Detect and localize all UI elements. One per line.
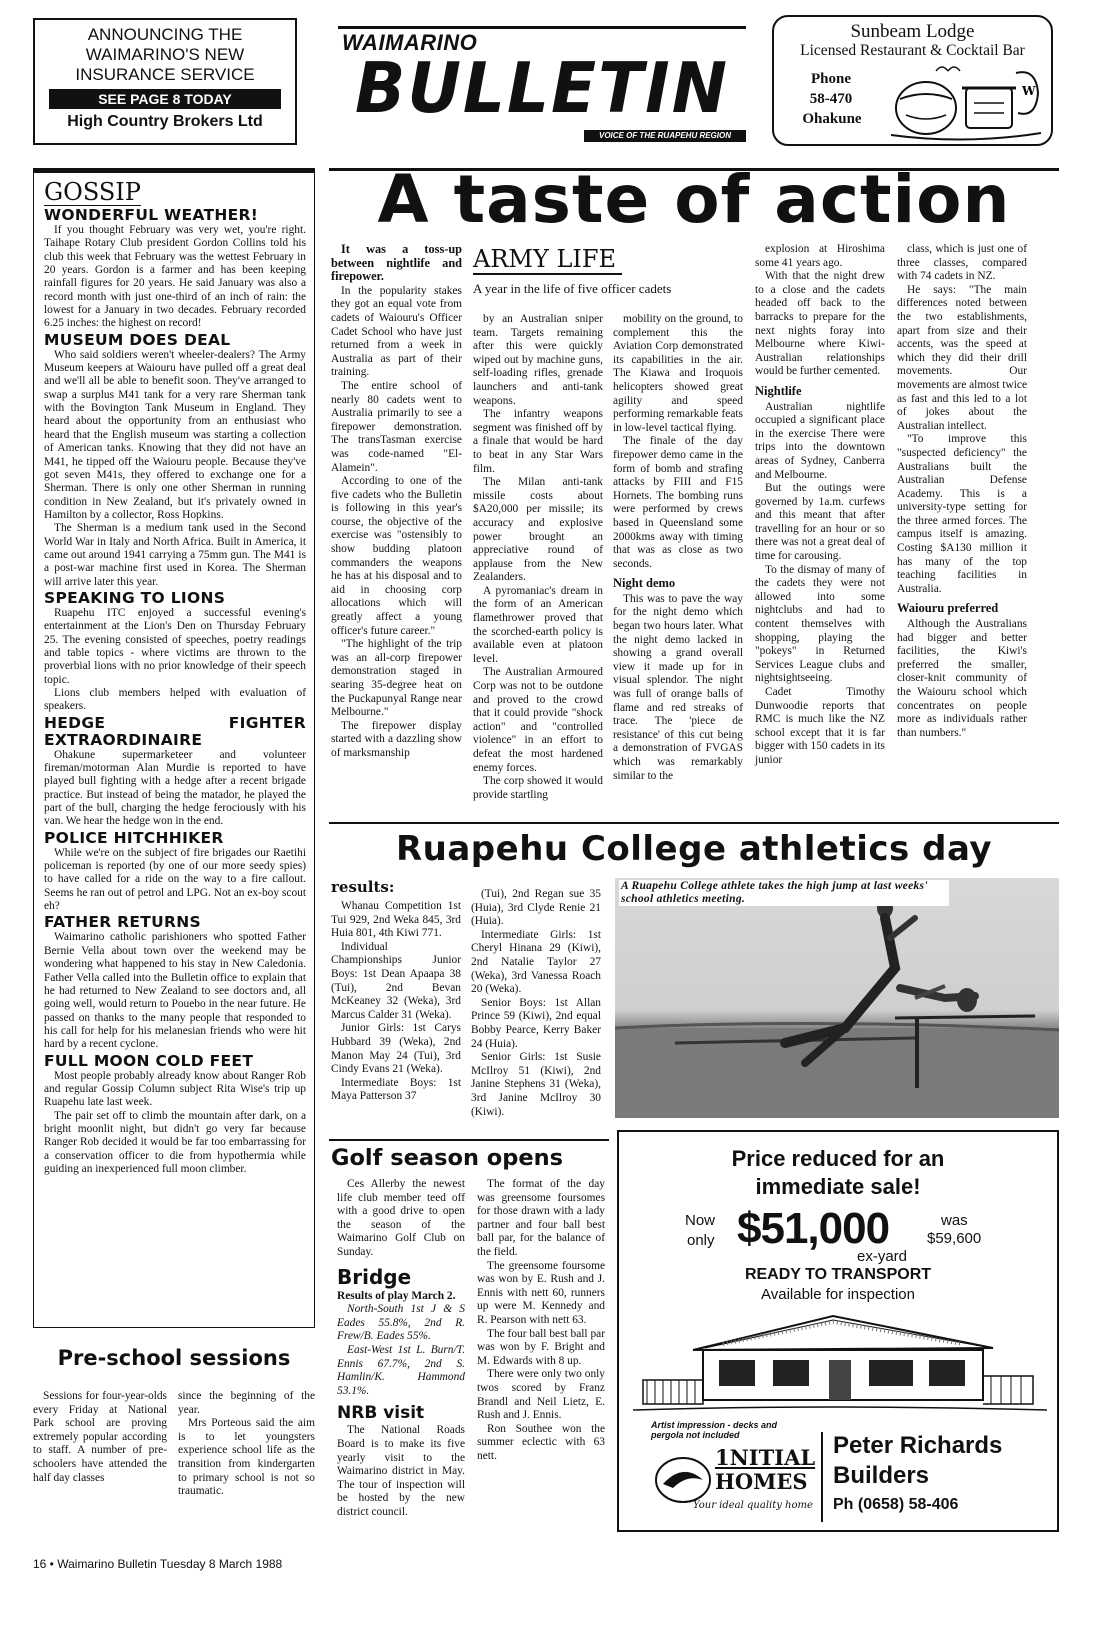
house-ad-now: Now [685,1212,716,1229]
nrb-text: The National Roads Board is to make its five yearly visit to the Waimarino district in May. The tour of inspection will be hosted by the new district council. [337,1424,465,1518]
nrb-headline: NRB visit [337,1403,425,1424]
masthead-title-small: WAIMARINO [342,30,478,55]
gossip-item-paragraph: The pair set off to climb the mountain after dark, on a bright moonlit night, but didn't go very far because Ranger Rob decided it would be far too embarrassing for a conservation officer to die from hypothermia while guiding an inexperienced full moon climber. [44,1109,306,1175]
army-paragraph: With that the night drew to a close and the cadets headed off back to the barracks to prepare for the next nights foray into Melbourne where Kiwi-Australian relationships would be further cemented. [755,270,885,378]
gossip-item-heading: MUSEUM DOES DEAL [44,330,231,349]
army-paragraph: Australian nightlife occupied a significant place in the exercise There were trips into the downtown areas of Sydney, Canberra and Melbourne. [755,400,885,481]
page-footer: 16 • Waimarino Bulletin Tuesday 8 March 1988 [33,1557,283,1571]
bridge-north-south: North-South 1st J & S Eades 55.8%, 2nd R. Frew/B. Eades 55%. [337,1303,465,1343]
sunbeam-phone: 58-470 [809,91,853,107]
army-paragraph: The Milan anti-tank missile costs about $A20,000 per missile; its accuracy and explosive power brought an appreciative round of applause from the New Zealanders. [473,476,603,584]
army-paragraph: "The highlight of the trip was an all-corp firepower demonstration staged in searing 35-degree heat on the Puckapunyal Range near Melbourne." [331,638,462,719]
gossip-item-paragraph: Lions club members helped with evaluation of speakers. [44,687,306,713]
army-subheading-night-demo: Night demo [613,576,676,591]
sunbeam-lodge-desc: Licensed Restaurant & Cocktail Bar [800,42,1025,59]
athletics-result: Individual Championships Junior Boys: 1st Dean Apaapa 38 (Tui), 2nd Bevan McKeaney 32 (Weka), 3rd Marcus Calder 31 (Weka). [331,940,461,1021]
army-paragraph: Although the Australians had bigger and better facilities, the Kiwi's preferred the smaller, closer-knit community of the Waiouru school which concentrates on people more as individuals rather than numbers." [897,618,1027,739]
gossip-item-heading: HEDGE FIGHTER EXTRAORDINAIRE [44,713,306,749]
bridge-headline: Bridge [337,1264,412,1289]
insurance-ad-line2: WAIMARINO'S NEW [85,45,245,64]
golf-col1 [337,1178,465,1519]
army-subheading-nightlife: Nightlife [755,383,802,398]
army-paragraph: To the dismay of many of the cadets they were not allowed into some nightclubs and had to content themselves with shopping, playing the "pokeys" in Returned Services League clubs and nightsightseeing. [755,563,885,685]
preschool-headline: Pre-school sessions [57,1346,291,1370]
cooking-pots-illustration [886,63,1046,143]
initial-homes-brand2: HOMES [715,1469,808,1494]
gossip-item-paragraph: Waimarino catholic parishioners who spotted Father Bernie Vella about town over the weekend may be wondering what happened to his stay in New Caledonia. Father Vella called into the Bulletin office to explain that he had returned to New Zealand to see doctors and, all going well, would return to Pouebo in the near future. He passed on thanks to the many people that responded to his call for help for his melanesian friends who were hit hard by a recent cyclone. [44,931,306,1051]
masthead-title-block [338,26,746,146]
army-paragraph: A pyromaniac's dream in the form of an American flamethrower proved that the scorched-earth policy is available even at platoon level. [473,584,603,665]
builder-phone: Ph (0658) 58-406 [833,1496,959,1513]
army-paragraph: According to one of the five cadets who the Bulletin is following in this year's course, the objective of the exercise was "ostensibly to show budding platoon commanders the weapons he has at his disposal and to aid in choosing corp allocations which will greatly affect a young officer's future career." [331,475,462,637]
house-sale-ad[interactable] [617,1130,1059,1532]
initial-homes-brand1: 1NITIAL [715,1445,816,1470]
army-subheading-waiouru: Waiouru preferred [897,601,999,616]
army-paragraph: The infantry weapons segment was finished off by a finale that would be hard to beat in any Star Wars film. [473,408,603,475]
athletics-result: Senior Girls: 1st Susie McIlroy 51 (Kiwi), 2nd Janine Stephens 31 (Weka), 3rd Janine McIlroy 30 (Kiwi). [471,1051,601,1118]
gossip-item-heading: SPEAKING TO LIONS [44,588,226,607]
builder-name2: Builders [833,1462,930,1489]
athletics-col2 [471,888,601,1119]
gossip-item-paragraph: The Sherman is a medium tank used in the Second World War in Italy and North Africa. Built in America, it came out around 1941 carrying a 75mm gun. The M41 is a post-war machine first used in Korea. The Sherman will arrive later this year. [44,522,306,588]
gossip-item-paragraph: Who said soldiers weren't wheeler-dealers? The Army Museum keepers at Waiouru have pulled off a great deal and we'll all be able to benefit soon. They've arranged to swap a surplus M41 tank for a very rare Sherman tank with the Bovington Tank Museum in England. They heard about the opportunity from an enthusiast who heard that the English museum was starting a collection of American tanks. Knowing that they did not have an M41, he tipped off the Waiouru people. Because they've got seven M41s, they offered to exchange one for a Sherman. There is only one other Sherman in running condition in New Zealand, but it's privately owned in Hamilton by a collector, Ross Hopkins. [44,348,306,521]
house-ad-ex-yard: ex-yard [857,1248,908,1265]
army-paragraph: explosion at Hiroshima some 41 years ago. [755,243,885,269]
athletics-result: Senior Boys: 1st Allan Prince 59 (Kiwi), 2nd equal Bobby Pearce, Kerry Baker 24 (Huia). [471,996,601,1050]
high-jump-caption: A Ruapehu College athlete takes the high jump at last weeks' school athletics meeting. [619,880,949,906]
gossip-item-heading: WONDERFUL WEATHER! [44,206,259,224]
house-ad-only: only [687,1232,715,1249]
initial-homes-tagline: Your ideal quality home [693,1500,813,1511]
army-paragraph: He says: "The main differences noted between the two establishments, apart from size and their accents, was the speed at which they did their drill movements. Our movements are almost twice as fast and this led to a lot of jokes about the Australian intellect. [897,283,1028,432]
masthead-title-big: BULLETIN [355,48,729,129]
golf-paragraph: There were only two only twos scored by Franz Brandl and Neil Lietz, E. Rush and J. Ennis. [477,1368,605,1422]
insurance-ad-line3: INSURANCE SERVICE [75,65,255,84]
army-paragraph: class, which is just one of three classes, compared with 74 cadets in NZ. [897,243,1027,283]
golf-col1-text: Ces Allerby the newest life club member teed off with a good drive to open the season of the Waimarino Golf Club on Sunday. [337,1178,465,1258]
army-paragraph: Cadet Timothy Dunwoodie reports that RMC is much like the NZ school except that it is far bigger with 150 cadets in its junior [755,686,885,766]
army-paragraph: In the popularity stakes they got an equal vote from cadets of Waiouru's Officer Cadet School who have just returned from a week in Australia as part of their training. [331,284,462,379]
house-ad-price: $51,000 [737,1204,890,1253]
army-paragraph: The firepower display started with a dazzling show of marksmanship [331,719,462,759]
golf-paragraph: The greensome foursome was won by E. Rush and J. Ennis with nett 60, runners up were M. Kennedy and R. Pearson with nett 63. [477,1259,605,1326]
gossip-item-heading: FULL MOON COLD FEET [44,1051,254,1070]
athletics-result: Junior Girls: 1st Carys Hubbard 39 (Weka), 2nd Manon May 24 (Tui), 3rd Cindy Evans 21 (Weka). [331,1022,461,1076]
house-ad-was: was [941,1212,968,1229]
army-kicker: ARMY LIFE [473,245,622,275]
gossip-item-heading: FATHER RETURNS [44,913,202,932]
insurance-ad-company: High Country Brokers Ltd [67,113,263,130]
army-col2 [473,313,603,802]
sunbeam-lodge-name: Sunbeam Lodge [850,21,975,42]
preschool-col1: Sessions for four-year-olds every Friday at National Park school are proving extremely popular according to staff. A number of pre-schoolers have attended the half day classes [33,1390,167,1484]
golf-col2 [477,1178,605,1463]
gossip-item-paragraph: Ruapehu ITC enjoyed a successful evening's entertainment at the Lion's Den on Thursday February 25. The evening consisted of speeches, poetry readings and table topics - where victims are thrown to the proverbial lions with no prior knowledge of their speech topic. [44,606,306,686]
house-ad-ready: READY TO TRANSPORT [744,1266,932,1283]
house-ad-artist-note: Artist impression - decks and pergola not included [651,1420,778,1440]
high-jump-photo [615,878,1059,1118]
army-deck: A year in the life of five officer cadets [473,281,672,296]
golf-paragraph: The four ball best ball par was won by F. Bright and M. Edwards with 8 up. [477,1327,605,1367]
gossip-item-heading: POLICE HITCHHIKER [44,828,224,847]
athletics-results-label: results: [331,878,395,896]
preschool-col2a: since the beginning of the year. [178,1390,315,1416]
athletics-result: Whanau Competition 1st Tui 929, 2nd Weka 845, 3rd Huia 801, 4th Kiwi 771. [331,900,461,940]
bridge-lead: Results of play March 2. [337,1289,456,1302]
athletics-result: Intermediate Boys: 1st Maya Patterson 37 [331,1076,461,1103]
army-paragraph: "To improve this "suspected deficiency" the Australians built the Australian Defense Academy. This is a university-type setting for the three armed forces. The campus itself is amazing. Costing $A130 million it has many of the top teaching facilities in Australia. [897,433,1027,595]
gossip-items [44,207,306,1176]
sunbeam-town: Ohakune [802,111,862,127]
gossip-item-paragraph: While we're on the subject of fire brigades our Raetihi policeman is reported (by one of our more seedy spies) to have called for a ride on the way to a fire callout. Seems he ran out of petrol and LPG. Not an ex-boy scout eh? [44,846,306,913]
gossip-item-paragraph: Most people probably already know about Ranger Rob and regular Gossip Column subject Rita Wise's trip up Ruapehu late last week. [44,1069,306,1109]
athletics-col1 [331,900,461,1104]
army-paragraph: by an Australian sniper team. Targets remaining after this were quickly wiped out by machine guns, self-loading rifles, grenade launchers and anti-tank weapons. [473,313,603,407]
builder-name: Peter Richards [833,1432,1003,1459]
insurance-ad-banner: SEE PAGE 8 TODAY [49,89,281,109]
golf-headline: Golf season opens [331,1145,564,1171]
army-paragraph: But the outings were governed by 1a.m. curfews and this meant that after travelling for an hour or so there was not a great deal of time for carousing. [755,482,885,563]
sunbeam-lodge-ad[interactable] [772,15,1053,146]
house-ad-line1: Price reduced for an [731,1146,945,1171]
golf-paragraph: Ron Southee won the summer eclectic with 63 nett. [477,1422,605,1462]
army-kicker-box [473,245,751,297]
army-col1 [331,243,462,761]
army-col4 [755,243,885,768]
army-lead: It was a toss-up between nightlife and firepower. [331,242,462,284]
preschool-section [33,1344,315,1534]
masthead-tagline: VOICE OF THE RUAPEHU REGION [584,130,746,142]
house-ad-available: Available for inspection [761,1286,915,1303]
golf-paragraph: The format of the day was greensome foursomes for those drawn with a lady partner and four ball best ball par, for the balance of the field. [477,1178,605,1258]
house-illustration [633,1310,1047,1420]
army-paragraph: The Australian Armoured Corp was not to be outdone and proved to the crowd that it could provide "shock action" and "controlled violence" in an effort to defeat the most hardened enemy forces. [473,666,603,774]
army-headline: A taste of action [377,161,1011,238]
athletics-result: Intermediate Girls: 1st Cheryl Hinana 29 (Kiwi), 2nd Natalie Taylor 27 (Weka), 3rd Vanessa Roach 20 (Weka). [471,928,601,996]
gossip-title: GOSSIP [44,178,141,206]
sunbeam-phone-label: Phone [810,71,851,87]
athletics-result: (Tui), 2nd Regan sue 35 (Huia), 3rd Clyde Renie 21 (Huia). [471,888,601,928]
svg-text:W: W [1022,84,1036,98]
army-col3 [613,313,743,783]
insurance-ad[interactable] [33,18,297,145]
army-paragraph: The corp showed it would provide startling [473,775,603,801]
army-paragraph: This was to pave the way for the night demo which began two hours later. What the night demo lacked in showing a grand overall view it made up for in visual splendor. The night was full of orange balls of flame and red streaks of trace. The 'piece de resistance' of this cut being a demonstration of FVGAS which was remarkably similar to the [613,592,743,782]
army-paragraph: The finale of the day firepower demo came in the form of bomb and strafing attacks by FIII and F15 Hornets. The bombing runs were performed by crews based in Queensland some 2000kms away with timing that was as close as two seconds. [613,435,743,570]
house-ad-line2: immediate sale! [755,1174,921,1199]
army-paragraph: mobility on the ground, to complement this the Aviation Corp demonstrated its capabilities in the air. The Kiawa and Iroquois helicopters showed great agility and speed performing remarkable feats in low-level tactical flying. [613,313,743,434]
insurance-ad-line1: ANNOUNCING THE [87,25,243,44]
athletics-headline: Ruapehu College athletics day [395,829,993,869]
house-ad-was-price: $59,600 [927,1230,982,1247]
army-paragraph: The entire school of nearly 80 cadets went to Australia primarily to see a firepower demonstration. The transTasman exercise was code-named "El-Alamein". [331,379,462,474]
gossip-item-paragraph: Ohakune supermarketeer and volunteer fireman/motorman Alan Murdie is reported to have played bull fighting with a hedge after a recent brigade practice. But instead of being the matador, he played the part of the bull, charging the hedge ferociously with his van. We hear the hedge won in the end. [44,748,306,828]
gossip-column [33,168,315,1328]
bridge-east-west: East-West 1st L. Burn/T. Ennis 67.7%, 2nd S. Hamlin/K. Hammond 53.1%. [337,1343,465,1397]
initial-homes-logo [653,1445,816,1520]
preschool-col2b: Mrs Porteous said the aim is to let youngsters experience school life as the transition from kindergarten to primary school is not so traumatic. [178,1417,315,1498]
gossip-item-paragraph: If you thought February was very wet, you're right. Taihape Rotary Club president Gordon Collins told his club this week that February was the wettest February in 20 years. Gordon is a farmer and has been keeping rainfall figures for 20 years. He said January was also a record month with just one-third of an inch of rain: the lowest for a January in two decades. February recorded 6.25 inches: the highest on record! [44,224,306,330]
army-col5 [897,243,1027,740]
